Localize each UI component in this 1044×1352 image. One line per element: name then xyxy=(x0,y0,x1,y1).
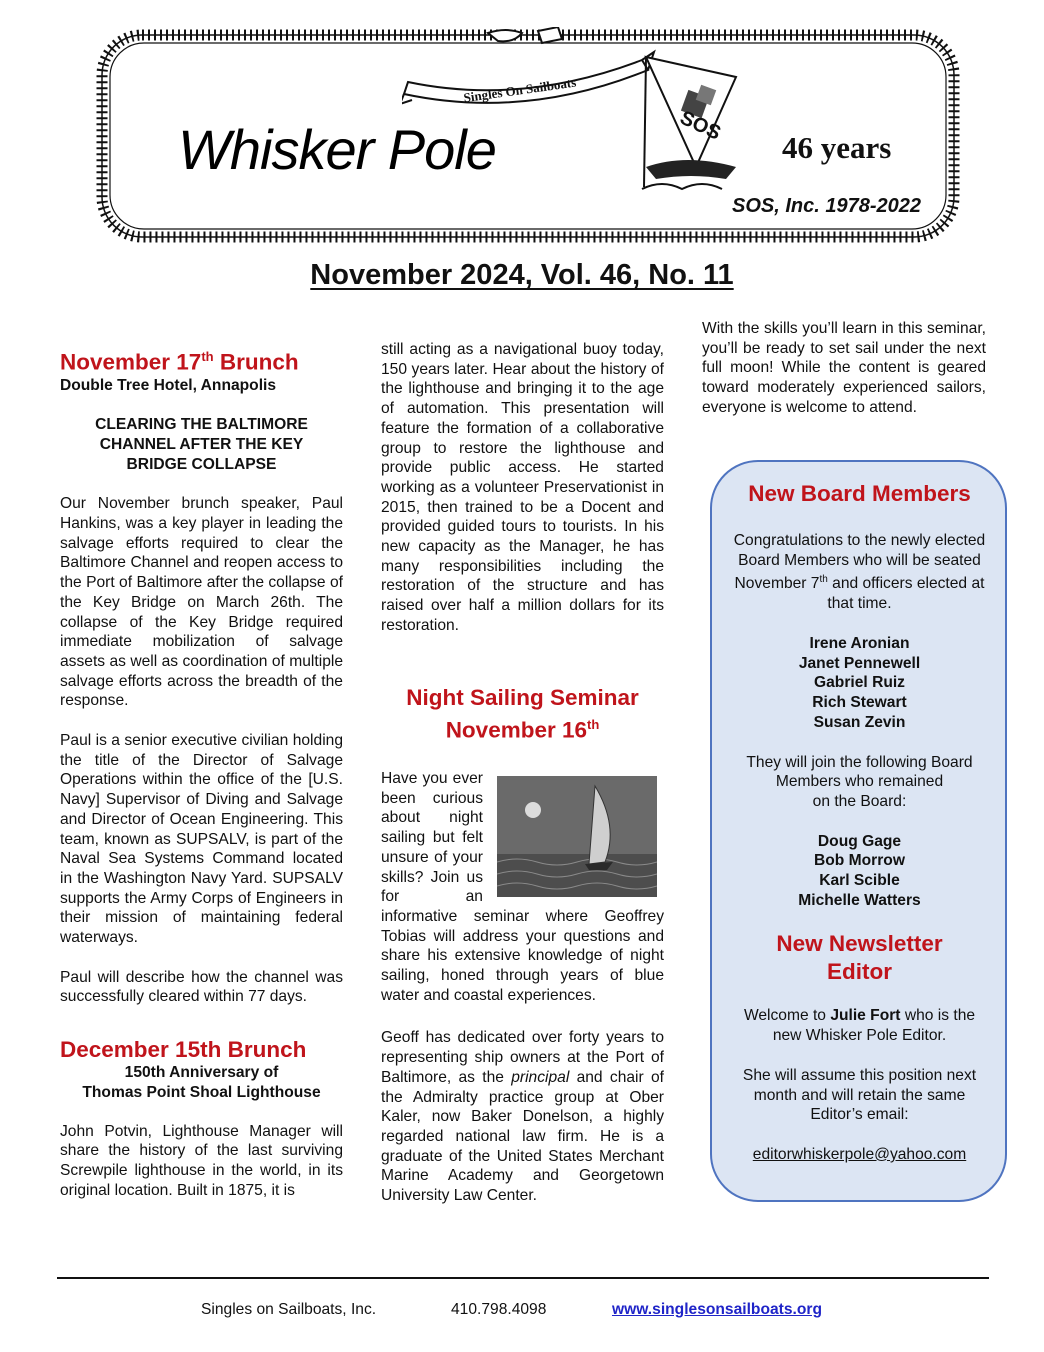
night-sailing-heading: Night Sailing Seminar November 16th xyxy=(406,684,639,743)
speaker-geoff-paragraph: Geoff has dedicated over forty years to representing ship owners at the Port of Baltimore, as the principal and chair of the Admiralty practice group at Ober Kaler, now Baker Donelson, a highly regarded national law firm. He is a graduate of the United States Merchant Marine Academy and Georgetown University Law Center. xyxy=(381,1029,664,1205)
december-brunch-subtitle: 150th Anniversary of Thomas Point Shoal Lighthouse xyxy=(82,1064,321,1101)
topic-heading: CLEARING THE BALTIMORE CHANNEL AFTER THE KEY BRIDGE COLLAPSE xyxy=(95,416,308,473)
editor-assume-text: She will assume this position next month and will retain the same Editor’s email: xyxy=(742,1066,977,1124)
board-heading: New Board Members xyxy=(748,481,971,506)
years-label: 46 years xyxy=(782,130,892,165)
banner-text: Singles On Sailboats xyxy=(462,74,578,106)
member-name: Michelle Watters xyxy=(798,891,921,909)
column-left xyxy=(60,343,343,1200)
svg-text:SOS: SOS xyxy=(676,106,725,145)
member-name: Karl Scible xyxy=(819,872,900,890)
org-years-label: SOS, Inc. 1978-2022 xyxy=(732,195,922,217)
brunch-venue: Double Tree Hotel, Annapolis xyxy=(60,376,277,394)
member-name: Susan Zevin xyxy=(813,713,906,731)
board-members-box xyxy=(710,460,1007,1202)
november-brunch-heading: November 17th Brunch xyxy=(60,349,299,375)
member-name: Rich Stewart xyxy=(812,694,907,712)
masthead xyxy=(96,27,962,245)
member-name: Irene Aronian xyxy=(809,635,910,652)
footer-divider xyxy=(57,1277,989,1279)
column-middle xyxy=(381,340,664,1206)
november-brunch-paragraph: Our November brunch speaker, Paul Hankins, was a key player in leading the salvage efforts required to clear the Baltimore Channel and reopen access to the Port of Baltimore after the collapse of the Key Bridge on March 26th. The collapse of the Key Bridge required immediate mobilization of salvage assets as well as coordination of multiple salvage efforts across the breadth of the response. xyxy=(60,495,343,710)
newsletter-title: Whisker Pole xyxy=(178,118,496,181)
editor-heading: New Newsletter Editor xyxy=(776,931,943,985)
column-right xyxy=(702,319,986,418)
board-join-text: They will join the following Board Members who remained on the Board: xyxy=(746,753,973,810)
member-name: Doug Gage xyxy=(817,832,902,850)
member-name: Janet Pennewell xyxy=(798,654,921,672)
member-name: Bob Morrow xyxy=(814,852,905,870)
pennant-sailboat-icon xyxy=(636,47,746,197)
footer-website-link[interactable]: www.singlesonsailboats.org xyxy=(612,1301,822,1318)
editor-email-link[interactable]: editorwhiskerpole@yahoo.com xyxy=(752,1145,967,1163)
member-name: Gabriel Ruiz xyxy=(814,674,905,692)
december-brunch-heading: December 15th Brunch xyxy=(60,1037,307,1063)
board-intro-text: Congratulations to the newly elected Board Members who will be seated November 7th and officers elected at that time. xyxy=(733,532,986,613)
speaker-bio-paragraph: Paul is a senior executive civilian holding the title of the Director of Salvage Operations within the office of the [U.S. Navy] Supervisor of Diving and Salvage and Director of Ocean Engineering. This team, known as SUPSALV, is part of the Naval Sea Systems Command located in the Washington Navy Yard. SUPSALV supports the Army Corps of Engineers in their mission of maintaining federal waterways. xyxy=(60,732,343,947)
editor-welcome-text: Welcome to Julie Fort who is the new Whisker Pole Editor. xyxy=(743,1007,976,1045)
footer-org: Singles on Sailboats, Inc. xyxy=(201,1301,377,1318)
december-brunch-paragraph: John Potvin, Lighthouse Manager will share the history of the last surviving Screwpile lighthouse in the world, in its original location. Built in 1875, it is xyxy=(60,1122,343,1199)
issue-line: November 2024, Vol. 46, No. 11 xyxy=(310,259,734,291)
new-members-list xyxy=(732,634,987,733)
footer-phone: 410.798.4098 xyxy=(451,1301,547,1318)
lighthouse-paragraph-continued: still acting as a navigational buoy today, 150 years later. Hear about the history of the lighthouse and bringing it to the age of automation. This presentation will feature the formation of a collaborative group to restore the lighthouse and provide public access. He started working as a volunteer Preservationist in 2015, then trained to be a Docent and provided guided tours to tourists. In his new capacity as the Manager, he has many responsibilities including the restoration of the structure and has raised over half a million dollars for its restoration. xyxy=(381,341,664,634)
seminar-closing-paragraph: With the skills you’ll learn in this seminar, you’ll be ready to set sail under the next full moon! While the content is geared toward moderately experienced sailors, everyone is welcome to attend. xyxy=(702,320,986,416)
remaining-members-list xyxy=(732,832,987,911)
channel-cleared-paragraph: Paul will describe how the channel was successfully cleared within 77 days. xyxy=(60,968,343,1006)
night-sailing-photo xyxy=(497,776,657,897)
seminar-intro-paragraph: Have you ever been curious about night sailing but felt unsure of your skills? Join us for an informative seminar where Geoffrey Tobias will address your questions and share his extensive knowledge of night sailing, honed through years of blue water and coastal experiences. xyxy=(381,770,664,1004)
banner-ribbon xyxy=(402,42,662,112)
